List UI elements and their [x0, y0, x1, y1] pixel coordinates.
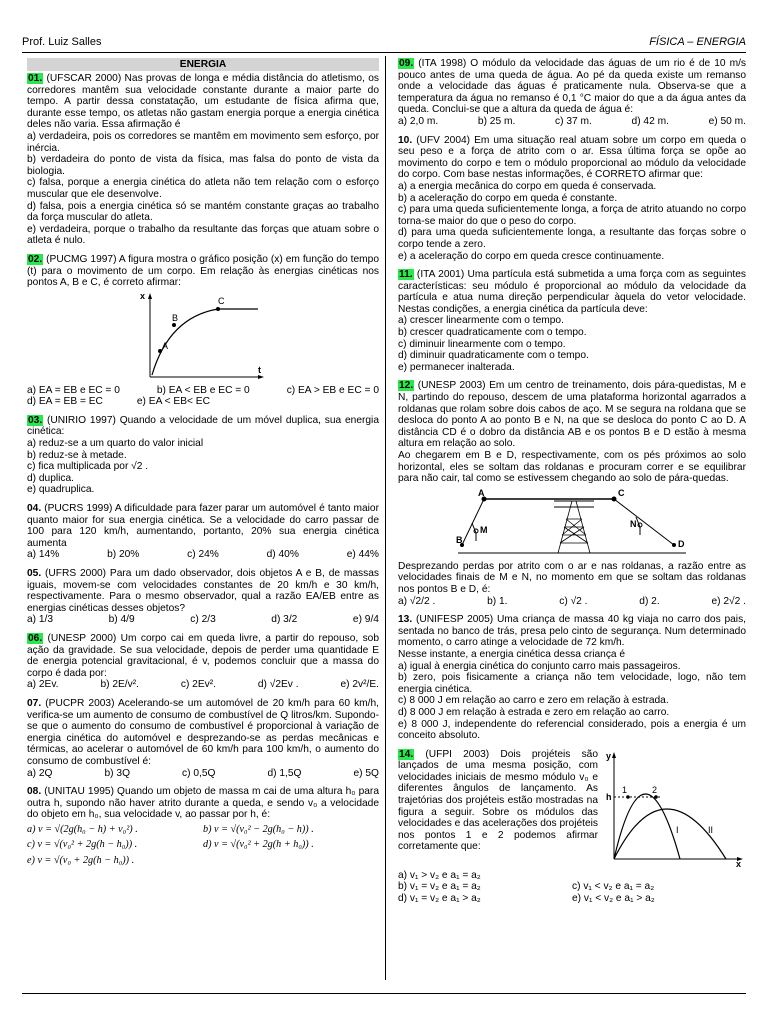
question-08 [27, 786, 379, 867]
option-c: c) fica multiplicada por √2 . [27, 461, 149, 473]
option-a: a) 2,0 m. [398, 115, 439, 127]
question-07 [27, 698, 379, 779]
option-c: c) EA > EB e EC = 0 [286, 384, 379, 396]
option-b: b) zero, pois fisicamente a criança não tem velocidade, logo, não tem energia cinética. [398, 672, 746, 695]
options-row [27, 549, 379, 561]
options-grid [398, 870, 746, 905]
option-a: a) v₁ > v₂ e a₁ = a₂ [398, 869, 481, 881]
axis-label-x: x [736, 858, 742, 867]
option-b: b) 20% [107, 549, 140, 561]
option-e: e) permanecer inalterada. [398, 361, 515, 373]
question-text: (UNESP 2000) Um corpo cai em queda livre, a partir do repouso, sob ação da gravidade. Se sua velocidade, depois de perder uma quantidade E de energia potencial gravitacional, é v, podemos concluir que a massa do corpo é dada por: [27, 632, 379, 679]
option-c: c) para uma queda suficientemente longa, a força de atrito atuando no corpo torna-se maior do que o peso do corpo. [398, 204, 746, 227]
option-a: a) 2Q [27, 767, 53, 779]
option-d: d) 8 000 J em relação à estrada e zero em relação ao carro. [398, 706, 670, 718]
section-title: ENERGIA [27, 58, 379, 71]
question-01 [27, 73, 379, 247]
position-time-graph [138, 291, 268, 383]
option-d: d) v₁ = v₂ e a₁ > a₂ [398, 892, 481, 904]
question-text: (UFSCAR 2000) Nas provas de longa e média distância do atletismo, os corredores mantêm sua velocidade constante durante a maior parte do tempo. A partir dessa constatação, um estudante de física afirma que, durante esse tempo, os atletas não gastam energia porque a energia cinética deles não varia. Essa afirmação é [27, 73, 379, 131]
option-c: c) 24% [187, 549, 219, 561]
point-c-label: C [618, 487, 625, 498]
subject-title: FÍSICA – ENERGIA [649, 36, 746, 48]
question-04 [27, 503, 379, 561]
option-e: e) v = √(v₀ + 2g(h − h₀)) . [27, 855, 135, 867]
options-row [398, 596, 746, 608]
options-grid [27, 824, 379, 867]
option-b: b) 3Q [104, 767, 130, 779]
option-c: c) 2/3 [190, 614, 216, 626]
question-02 [27, 254, 379, 408]
question-text: (UFV 2004) Em uma situação real atuam sobre um corpo em queda o seu peso e a força de atrito com o ar. Essa última força se opõe ao movimento do corpo e tem o módulo proporcional ao módulo da velocidade do corpo. Com base nestas informações, é CORRETO afirmar que: [398, 134, 746, 181]
option-c: c) falsa, porque a energia cinética do atleta não tem relação com o esforço muscular que ele desenvolve. [27, 177, 379, 200]
question-number: 09. [399, 58, 414, 69]
point-2-label: 2 [652, 784, 658, 795]
option-b: b) 2E/v². [100, 679, 139, 691]
point-b-label: B [456, 534, 463, 545]
question-number: 14. [399, 748, 414, 760]
option-e: e) 50 m. [708, 115, 746, 127]
option-b: b) EA < EB e EC = 0 [156, 384, 250, 396]
question-text: (UNESP 2003) Em um centro de treinamento, dois pára-quedistas, M e N, partindo do repouso, descem de uma plataforma horizontal agarrados a roldanas que rolam sobre dois cabos de aço. M se segura na roldana que se desloca do ponto A ao ponto B e N, na que se desloca do ponto C ao D. A distância CD é o dobro da distância AB e os pontos B e D estão à mesma altura em relação ao solo. [398, 380, 746, 450]
point-a-label: A [162, 340, 169, 351]
question-09 [398, 58, 746, 128]
question-number: 03. [28, 414, 43, 426]
option-b: b) a aceleração do corpo em queda é constante. [398, 192, 618, 204]
question-number: 12. [399, 380, 414, 392]
option-d: d) v = √(v₀² + 2g(h + h₀)) . [203, 839, 314, 851]
options-row [27, 679, 379, 691]
question-11 [398, 269, 746, 373]
option-e: e) 9/4 [352, 614, 379, 626]
question-14 [398, 749, 746, 905]
axis-label-t: t [258, 364, 261, 375]
option-e: e) 5Q [353, 767, 379, 779]
option-a: a) verdadeira, pois os corredores se mantêm em movimento sem esforço, por inércia. [27, 130, 379, 154]
footer-divider [22, 993, 746, 994]
options-row [27, 396, 379, 408]
question-05 [27, 568, 379, 626]
trajectory-ii-label: II [708, 824, 714, 835]
question-number: 07. [27, 697, 42, 709]
question-03 [27, 415, 379, 496]
question-text-continued: Ao chegarem em B e D, respectivamente, com os pés próximos ao solo horizontal, eles se soltam das roldanas e procuram correr e se equilibrar para não cair, tal como se estivessem chegando ao solo de pára-quedas. [398, 450, 746, 485]
options-row [27, 385, 379, 397]
question-text-continued: Nesse instante, a energia cinética dessa criança é [398, 648, 626, 660]
option-c: c) diminuir linearmente com o tempo. [398, 338, 566, 350]
option-d: d) √2Ev . [257, 679, 299, 691]
right-column [398, 58, 746, 911]
trajectory-i-label: I [676, 824, 679, 835]
option-d: d) 40% [266, 549, 299, 561]
option-a: a) √2/2 . [398, 595, 436, 607]
author-name: Prof. Luiz Salles [22, 36, 102, 48]
question-number: 05. [27, 568, 42, 579]
option-b: b) 4/9 [108, 614, 135, 626]
question-number: 13. [398, 614, 413, 626]
option-b: b) v₁ = v₂ e a₁ = a₂ [398, 881, 481, 893]
page-header [22, 37, 746, 51]
option-d: d) duplica. [27, 472, 75, 484]
option-d: d) 1,5Q [267, 767, 302, 779]
options-row [27, 614, 379, 626]
option-e: e) quadruplica. [27, 484, 95, 496]
column-divider [385, 56, 386, 980]
option-b: b) 1. [487, 595, 508, 607]
option-d: d) EA = EB = EC [27, 396, 103, 408]
option-c: c) √2 . [559, 595, 588, 607]
option-a: a) 1/3 [27, 614, 54, 626]
question-number: 10. [398, 134, 413, 146]
option-c: c) 2Ev². [180, 679, 216, 691]
option-d: d) para uma queda suficientemente longa, a resultante das forças sobre o corpo tende a zero. [398, 227, 746, 250]
option-b: b) v = √(v₀² − 2g(h₀ − h)) . [203, 823, 314, 835]
option-c: c) 8 000 J em relação ao carro e zero em relação à estrada. [398, 695, 669, 707]
person-m-label: M [480, 524, 488, 535]
question-number: 08. [27, 786, 42, 798]
option-d: d) 2. [639, 595, 660, 607]
height-label-h: h [606, 791, 612, 802]
question-12 [398, 380, 746, 607]
question-text: (PUCPR 2003) Acelerando-se um automóvel de 20 km/h para 60 km/h, verifica-se um aumento de consumo de combustível de Q litros/km. Supondo-se que o aumento do consumo de combustível é proporcional à variação de energia cinética do automóvel e desprezando-se as perdas mecânicas e térmicas, ao acelerar o automóvel de 60 km/h para 100 km/h, o aumento do consumo de combustível é: [27, 697, 379, 767]
option-b: b) 25 m. [477, 115, 516, 127]
option-c: c) v = √(v₀² + 2g(h − h₀)) . [27, 839, 138, 851]
parachute-cables-figure [454, 487, 690, 559]
axis-label-x: x [140, 290, 146, 301]
point-d-label: D [678, 538, 685, 549]
question-10 [398, 135, 746, 263]
option-a: a) a energia mecânica do corpo em queda é conservada. [398, 180, 657, 192]
question-text: (UNIRIO 1997) Quando a velocidade de um móvel duplica, sua energia cinética: [27, 414, 379, 438]
question-number: 02. [28, 253, 43, 265]
point-b-label: B [172, 312, 179, 323]
question-text: (UFPI 2003) Dois projéteis são lançados de uma mesma posição, com velocidades iniciais de mesmo módulo v₀ e diferentes ângulos de lançamento. As trajetórias dos projéteis estão mostradas na figura a seguir. Sobre os módulos das velocidades e das acelerações dos projéteis nos pontos 1 e 2 podemos afirmar corretamente que: [398, 748, 598, 853]
header-divider [22, 52, 746, 53]
option-d: d) diminuir quadraticamente com o tempo. [398, 350, 589, 362]
option-a: a) crescer linearmente com o tempo. [398, 315, 564, 327]
question-text: (PUCRS 1999) A dificuldade para fazer parar um automóvel é tanto maior quanto maior for sua energia cinética. Se a velocidade do carro passar de 100 para 120 km/h, aumentando, portanto, 20% sua energia cinética aumenta [27, 503, 379, 549]
point-1-label: 1 [622, 784, 628, 795]
option-c: c) 0,5Q [182, 767, 216, 779]
option-a: a) igual à energia cinética do conjunto carro mais passageiros. [398, 660, 681, 672]
option-e: e) EA < EB< EC [136, 396, 210, 408]
options-row [27, 768, 379, 780]
axis-label-y: y [606, 750, 612, 761]
option-c: c) v₁ < v₂ e a₁ = a₂ [572, 881, 655, 893]
option-e: e) 2√2 . [711, 595, 746, 607]
question-text: (ITA 2001) Uma partícula está submetida a uma força com as seguintes características: seu módulo é proporcional ao módulo da velocidade da partícula e atua numa direção perpendicular àquela do vetor velocidade. Nestas condições, a energia cinética da partícula deve: [398, 269, 746, 315]
question-text: (UFRS 2000) Para um dado observador, dois objetos A e B, de massas iguais, movem-se com velocidades constantes de 20 km/h e 30 km/h, respectivamente. Para o mesmo observador, qual a razão EA/EB entre as energias cinéticas desses objetos? [27, 568, 379, 614]
person-n-label: N [630, 518, 637, 529]
option-e: e) v₁ < v₂ e a₁ > a₂ [572, 892, 655, 904]
question-text: (ITA 1998) O módulo da velocidade das águas de um rio é de 10 m/s pouco antes de uma queda de água. Ao pé da queda existe um remanso onde a velocidade das águas é praticamente nula. Observa-se que a temperatura da água no remanso é 0,1 °C maior do que a da água antes da queda. Conclui-se que a altura da queda de água é: [398, 58, 746, 116]
question-text: (UNITAU 1995) Quando um objeto de massa m cai de uma altura h₀ para outra h, supondo não haver atrito durante a queda, e sendo v₀ a velocidade do objeto em h₀, sua velocidade v, ao passar por h, é: [27, 786, 379, 821]
option-e: e) 8 000 J, independente do referencial considerado, pois a energia é um conceito absoluto. [398, 718, 746, 742]
option-b: b) verdadeira do ponto de vista da física, mas falsa do ponto de vista da biologia. [27, 154, 379, 177]
point-a-label: A [478, 487, 485, 498]
option-d: d) 3/2 [271, 614, 298, 626]
option-d: d) falsa, pois a energia cinética só se mantém constante graças ao trabalho da força muscular do atleta. [27, 200, 379, 224]
option-b: b) crescer quadraticamente com o tempo. [398, 327, 587, 339]
question-text-continued: Desprezando perdas por atrito com o ar e nas roldanas, a razão entre as velocidades finais de M e N, no momento em que se soltam das roldanas nos pontos B e D, é: [398, 560, 746, 595]
option-e: e) 2v²/E. [340, 679, 379, 691]
option-a: a) 2Ev. [27, 679, 59, 691]
option-b: b) reduz-se à metade. [27, 449, 127, 461]
option-c: c) 37 m. [555, 115, 592, 127]
point-c-label: C [218, 295, 225, 306]
projectile-trajectories-figure [604, 749, 746, 867]
option-e: e) 44% [346, 549, 379, 561]
option-d: d) 42 m. [631, 115, 669, 127]
question-number: 04. [27, 503, 42, 515]
option-a: a) v = √(2g(h₀ − h) + v₀²) . [27, 823, 138, 835]
option-a: a) 14% [27, 549, 60, 561]
question-number: 06. [28, 632, 43, 644]
question-text: (PUCMG 1997) A figura mostra o gráfico posição (x) em função do tempo (t) para o movimento de um corpo. Em relação às energias cinéticas nos pontos A, B e C, é correto afirmar: [27, 253, 379, 289]
option-e: e) a aceleração do corpo em queda cresce continuamente. [398, 250, 665, 262]
question-06 [27, 633, 379, 691]
option-e: e) verdadeira, porque o trabalho da resultante das forças que atuam sobre o atleta é nulo. [27, 223, 379, 247]
question-number: 01. [28, 73, 43, 84]
options-row [398, 116, 746, 128]
left-column [27, 58, 379, 874]
option-a: a) EA = EB e EC = 0 [27, 384, 120, 396]
question-13 [398, 614, 746, 742]
option-a: a) reduz-se a um quarto do valor inicial [27, 438, 204, 450]
question-number: 11. [399, 269, 413, 281]
question-text: (UNIFESP 2005) Uma criança de massa 40 kg viaja no carro dos pais, sentada no banco de trás, presa pelo cinto de segurança. Num determinado momento, o carro atinge a velocidade de 72 km/h. [398, 614, 746, 649]
